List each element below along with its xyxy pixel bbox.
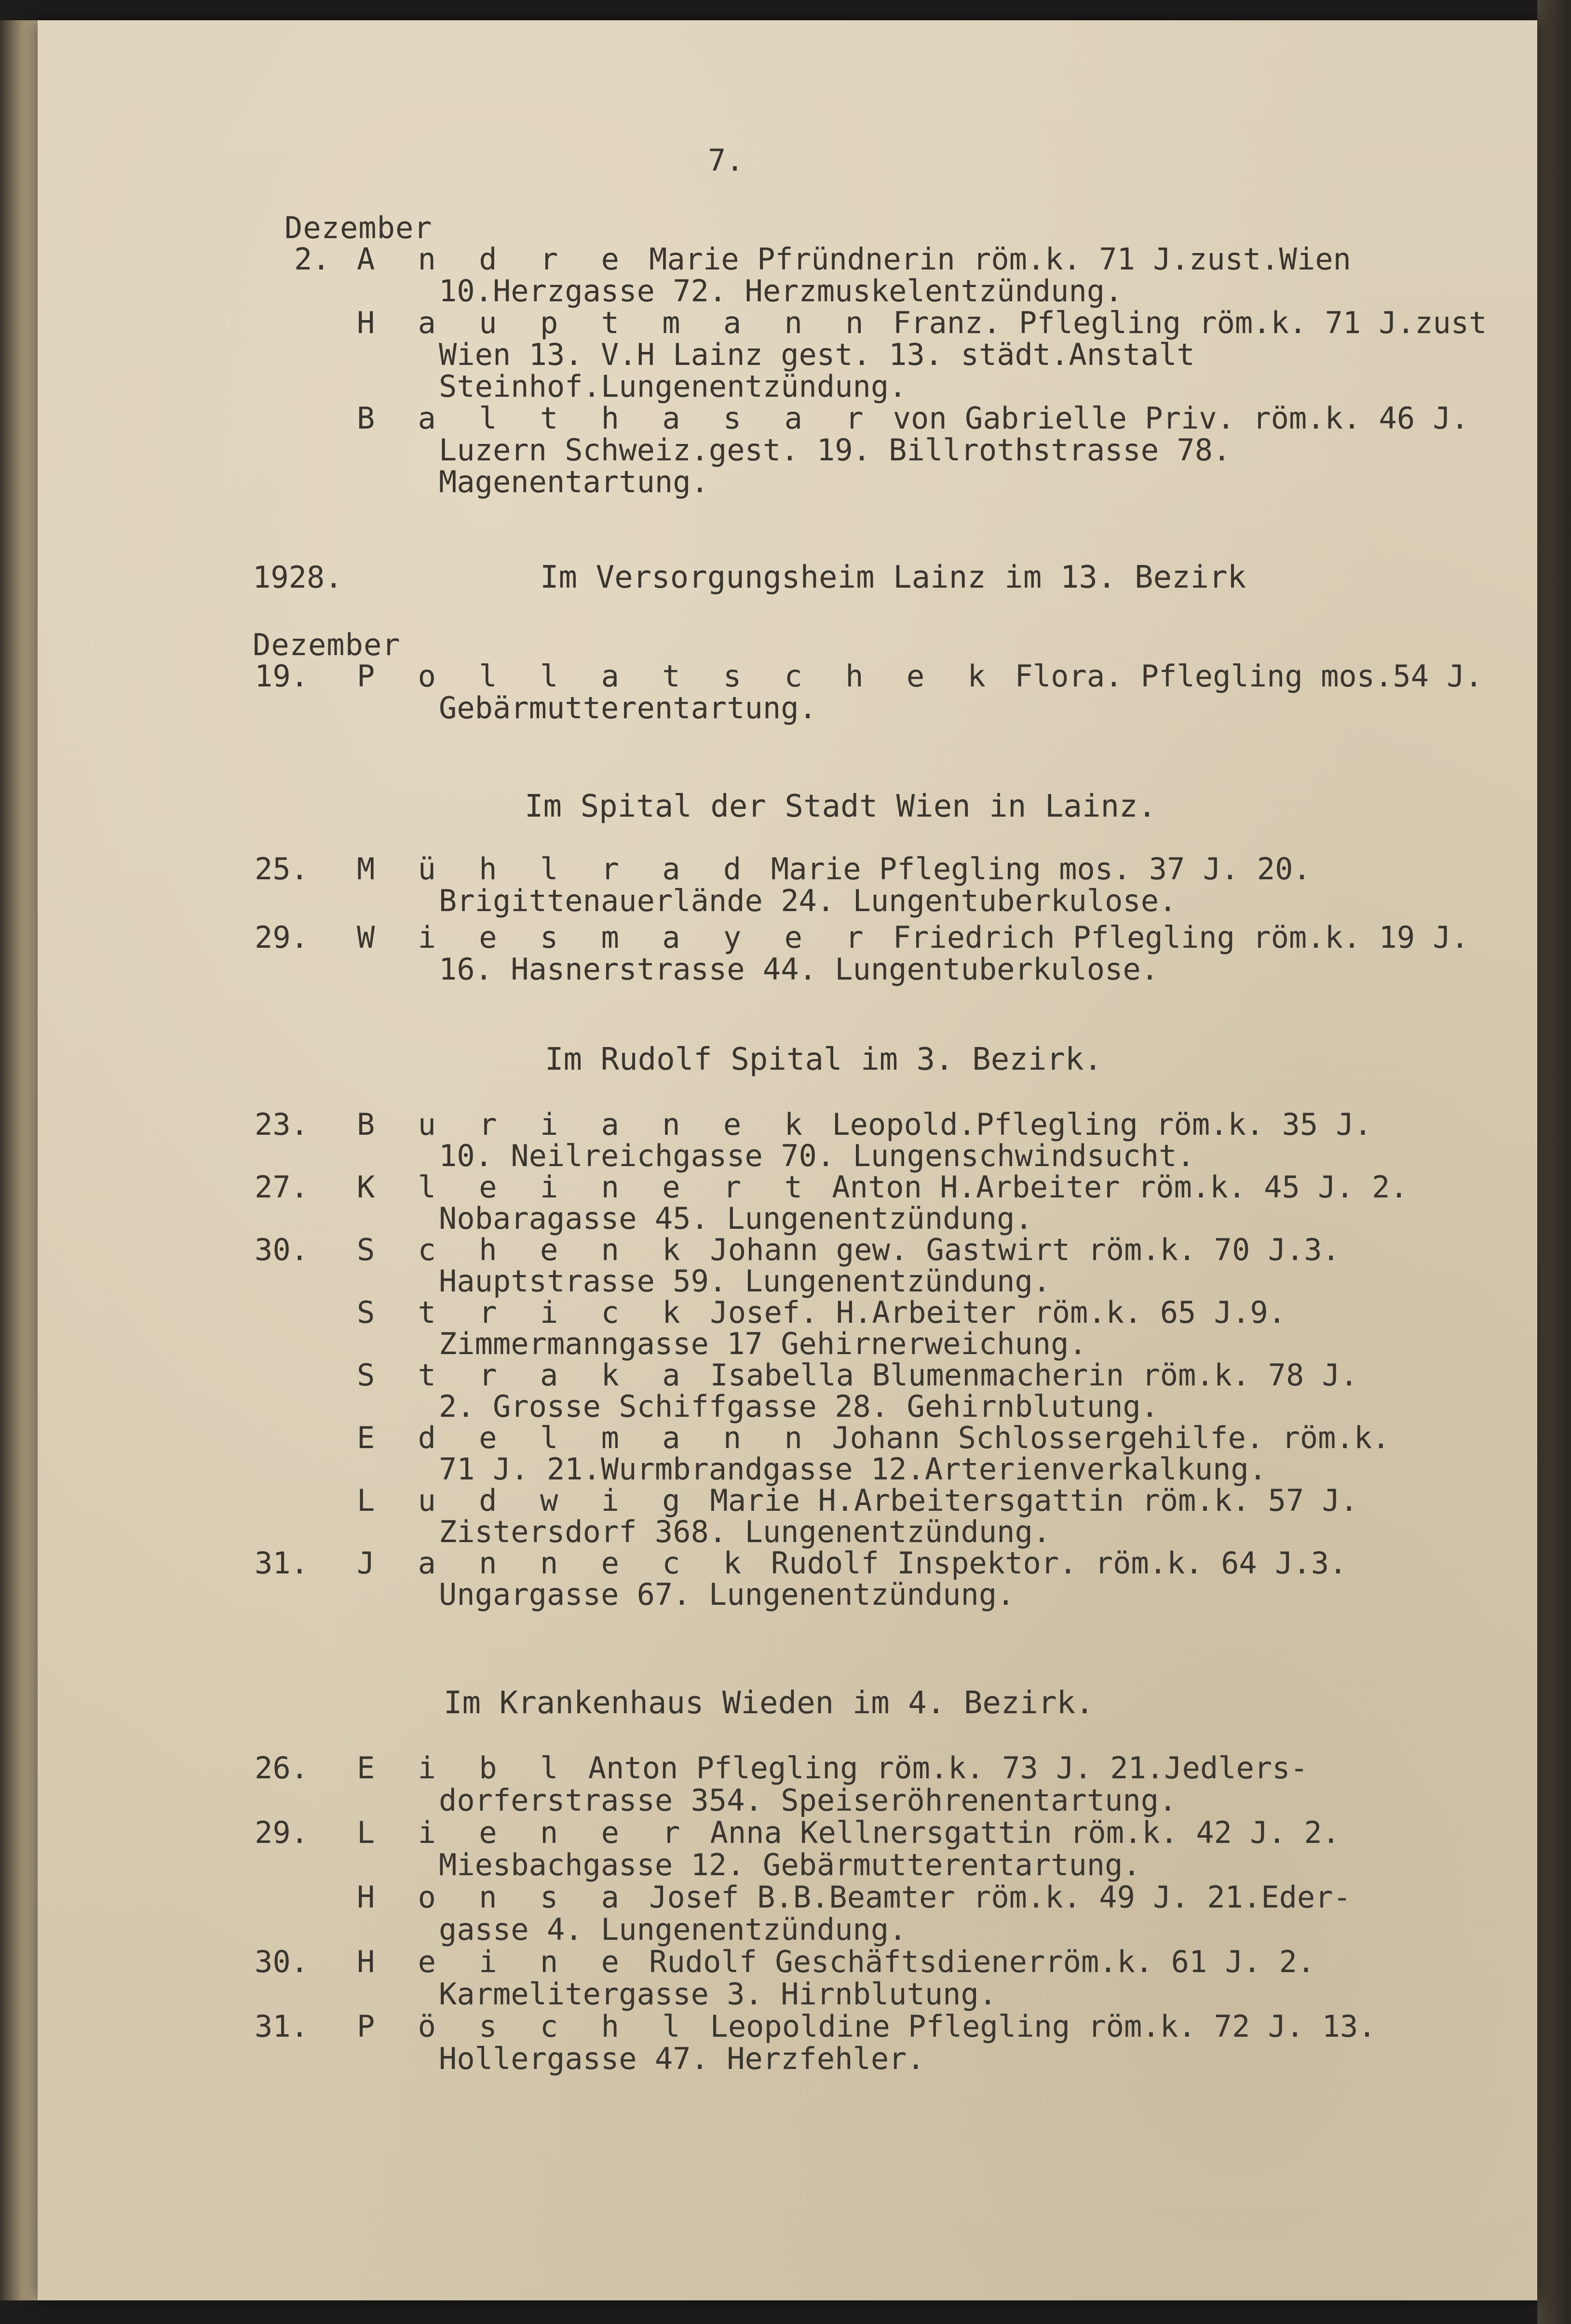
- entry-text: gasse 4. Lungenentzündung.: [439, 1912, 907, 1947]
- entry-text: Marie H.Arbeitersgattin röm.k. 57 J.: [692, 1483, 1358, 1518]
- entry-day: 31.: [255, 2009, 309, 2044]
- entry-text: Gebärmutterentartung.: [439, 690, 817, 725]
- entry-text: Wien 13. V.H Lainz gest. 13. städt.Anstalt: [439, 337, 1195, 372]
- entry-text: 10.Herzgasse 72. Herzmuskelentzündung.: [439, 273, 1123, 309]
- entry-day: 27.: [255, 1169, 309, 1205]
- entry-day: 29.: [255, 920, 309, 955]
- deceased-surname: P ö s c h l: [357, 2009, 693, 2044]
- deceased-surname: S t r i c k: [357, 1295, 693, 1330]
- entry-text: 71 J. 21.Wurmbrandgasse 12.Arterienverkalkung.: [439, 1451, 1267, 1487]
- entry-text: Franz. Pflegling röm.k. 71 J.zust: [875, 305, 1487, 340]
- deceased-surname: H a u p t m a n n: [357, 305, 876, 340]
- entry-text: Josef. H.Arbeiter röm.k. 65 J.9.: [692, 1295, 1286, 1330]
- deceased-surname: P o l l a t s c h e k: [357, 658, 998, 694]
- entry-text: von Gabrielle Priv. röm.k. 46 J.: [875, 401, 1469, 436]
- entry-text: Marie Pflegling mos. 37 J. 20.: [753, 851, 1311, 887]
- entry-text: Ungargasse 67. Lungenentzündung.: [439, 1577, 1015, 1612]
- month-label: Dezember: [284, 210, 433, 245]
- entry-text: Karmelitergasse 3. Hirnblutung.: [439, 1976, 997, 2012]
- entry-text: Hauptstrasse 59. Lungenentzündung.: [439, 1263, 1051, 1299]
- entry-day: 2.: [294, 242, 330, 277]
- entry-text: Josef B.B.Beamter röm.k. 49 J. 21.Eder-: [631, 1880, 1351, 1915]
- entry-text: Anton Pflegling röm.k. 73 J. 21.Jedlers-: [570, 1750, 1308, 1786]
- entry-text: Marie Pfründnerin röm.k. 71 J.zust.Wien: [631, 242, 1351, 277]
- entry-text: Hollergasse 47. Herzfehler.: [439, 2041, 925, 2076]
- deceased-surname: E i b l: [357, 1750, 571, 1786]
- deceased-surname: B a l t h a s a r: [357, 401, 876, 436]
- entry-text: Steinhof.Lungenentzündung.: [439, 369, 907, 404]
- section-heading: Im Krankenhaus Wieden im 4. Bezirk.: [444, 1685, 1094, 1721]
- entry-day: 25.: [255, 851, 309, 887]
- entry-text: 16. Hasnerstrasse 44. Lungentuberkulose.: [439, 952, 1159, 987]
- deceased-surname: J a n n e c k: [357, 1545, 754, 1581]
- entry-text: dorferstrasse 354. Speiseröhrenentartung.: [439, 1783, 1177, 1818]
- entry-text: Rudolf Inspektor. röm.k. 64 J.3.: [753, 1545, 1347, 1581]
- entry-text: Zimmermanngasse 17 Gehirnerweichung.: [439, 1326, 1087, 1361]
- entry-day: 29.: [255, 1815, 309, 1850]
- deceased-surname: L i e n e r: [357, 1815, 693, 1850]
- deceased-surname: S c h e n k: [357, 1232, 693, 1267]
- entry-text: Friedrich Pflegling röm.k. 19 J.: [875, 920, 1469, 955]
- entry-text: Flora. Pflegling mos.54 J.: [997, 658, 1483, 694]
- year-label: 1928.: [253, 560, 343, 595]
- deceased-surname: E d e l m a n n: [357, 1420, 815, 1455]
- entry-text: Anna Kellnersgattin röm.k. 42 J. 2.: [692, 1815, 1340, 1850]
- entry-text: Leopoldine Pflegling röm.k. 72 J. 13.: [692, 2009, 1376, 2044]
- entry-day: 30.: [255, 1944, 309, 1979]
- entry-text: Nobaragasse 45. Lungenentzündung.: [439, 1201, 1033, 1236]
- deceased-surname: L u d w i g: [357, 1483, 693, 1518]
- entry-text: Rudolf Geschäftsdienerröm.k. 61 J. 2.: [631, 1944, 1315, 1979]
- entry-text: Zistersdorf 368. Lungenentzündung.: [439, 1514, 1051, 1549]
- deceased-surname: S t r a k a: [357, 1357, 693, 1393]
- entry-text: Magenentartung.: [439, 464, 709, 499]
- deceased-surname: H o n s a: [357, 1880, 632, 1915]
- section-heading: Im Rudolf Spital im 3. Bezirk.: [545, 1042, 1102, 1077]
- entry-text: Luzern Schweiz.gest. 19. Billrothstrasse 78.: [439, 432, 1231, 468]
- deceased-surname: K l e i n e r t: [357, 1169, 815, 1205]
- page-edge: [1537, 0, 1571, 2324]
- section-heading: Im Versorgungsheim Lainz im 13. Bezirk: [540, 560, 1246, 595]
- entry-day: 31.: [255, 1545, 309, 1581]
- entry-text: Leopold.Pflegling röm.k. 35 J.: [814, 1107, 1372, 1142]
- entry-text: 2. Grosse Schiffgasse 28. Gehirnblutung.: [439, 1389, 1159, 1424]
- deceased-surname: A n d r e: [357, 242, 632, 277]
- entry-text: 10. Neilreichgasse 70. Lungenschwindsucht.: [439, 1138, 1195, 1173]
- deceased-surname: M ü h l r a d: [357, 851, 754, 887]
- deceased-surname: W i e s m a y e r: [357, 920, 876, 955]
- entry-day: 19.: [255, 658, 309, 694]
- page-number: 7.: [708, 143, 744, 178]
- entry-day: 26.: [255, 1750, 309, 1786]
- deceased-surname: H e i n e: [357, 1944, 632, 1979]
- entry-text: Isabella Blumenmacherin röm.k. 78 J.: [692, 1357, 1358, 1393]
- entry-text: Miesbachgasse 12. Gebärmutterentartung.: [439, 1847, 1141, 1882]
- month-label: Dezember: [253, 627, 401, 662]
- entry-day: 23.: [255, 1107, 309, 1142]
- entry-text: Anton H.Arbeiter röm.k. 45 J. 2.: [814, 1169, 1408, 1205]
- entry-text: Johann Schlossergehilfe. röm.k.: [814, 1420, 1390, 1455]
- entry-text: Brigittenauerlände 24. Lungentuberkulose.: [439, 883, 1177, 918]
- entry-text: Johann gew. Gastwirt röm.k. 70 J.3.: [692, 1232, 1340, 1267]
- section-heading: Im Spital der Stadt Wien in Lainz.: [525, 789, 1157, 824]
- deceased-surname: B u r i a n e k: [357, 1107, 815, 1142]
- entry-day: 30.: [255, 1232, 309, 1267]
